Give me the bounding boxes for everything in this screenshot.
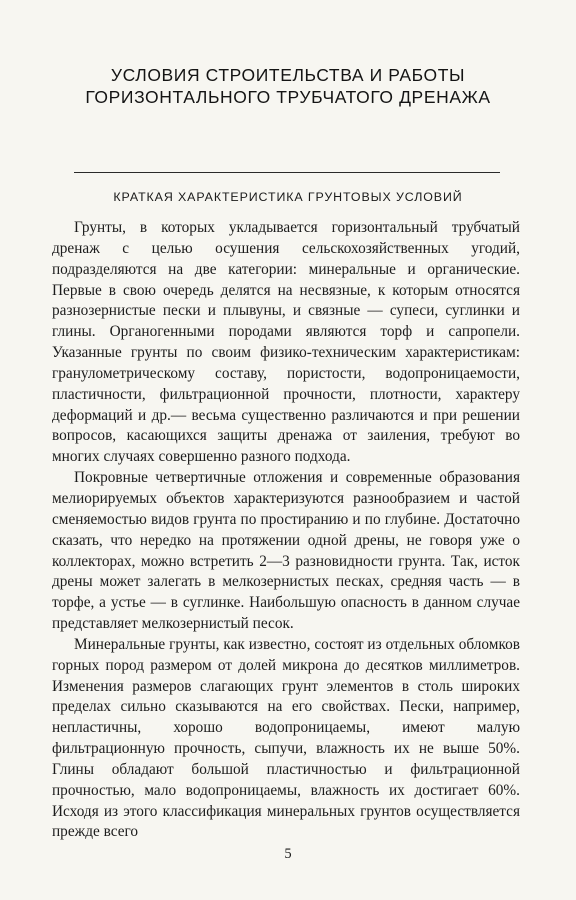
chapter-title-line-2: ГОРИЗОНТАЛЬНОГО ТРУБЧАТОГО ДРЕНАЖА	[85, 87, 491, 107]
chapter-title-line-1: УСЛОВИЯ СТРОИТЕЛЬСТВА И РАБОТЫ	[110, 65, 466, 85]
section-title: КРАТКАЯ ХАРАКТЕРИСТИКА ГРУНТОВЫХ УСЛОВИЙ	[113, 190, 463, 204]
horizontal-rule	[74, 172, 500, 173]
paragraph-1: Грунты, в которых укладывается горизонтальный трубчатый дренаж с целью осушения сельскохозяйственных угодий, подразделяются на две категории: минеральные и органические. Первые в свою очередь делятся на несвязные, к которым относятся разнозернистые пески и плывуны, и связные — супеси, суглинки и глины. Органогенными породами являются торф и сапропели. Указанные грунты по своим физико-техническим характеристикам: гранулометрическому составу, пористости, водопроницаемости, пластичности, фильтрационной прочности, плотности, характеру деформаций и др.— весьма существенно различаются и при решении вопросов, касающихся защиты дренажа от заиления, требуют во многих случаях совершенно разного подхода.	[52, 219, 520, 466]
paragraph-3: Минеральные грунты, как известно, состоят из отдельных обломков горных пород размером от долей микрона до десятков миллиметров. Изменения размеров слагающих грунт элементов в столь широких пределах сильно сказываются на его свойствах. Пески, например, непластичны, хорошо водопроницаемы, имеют малую фильтрационную прочность, сыпучи, влажность их не выше 50%. Глины обладают большой пластичностью и фильтрационной прочностью, мало водопроницаемы, влажность их достигает 60%. Исходя из этого классификация минеральных грунтов осуществляется прежде всего	[52, 635, 520, 841]
chapter-title	[40, 64, 536, 108]
body-text	[52, 218, 520, 843]
page-number: 5	[284, 846, 292, 862]
paragraph-2: Покровные четвертичные отложения и современные образования мелиорируемых объектов характеризуются разнообразием и частой сменяемостью видов грунта по простиранию и по глубине. Достаточно сказать, что нередко на протяжении одной дрены, не говоря уже о коллекторах, можно встретить 2—3 разновидности грунта. Так, исток дрены может залегать в мелкозернистых песках, средняя часть — в торфе, а устье — в суглинке. Наибольшую опасность в данном случае представляет мелкозернистый песок.	[52, 469, 520, 633]
